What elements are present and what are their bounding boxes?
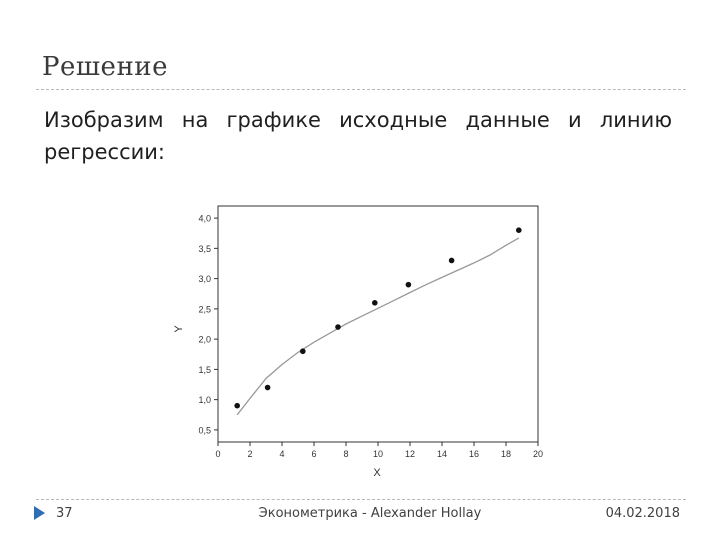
y-tick-label: 2,5 — [198, 304, 211, 315]
slide-title: Решение — [42, 52, 168, 82]
data-point — [335, 324, 341, 330]
y-tick-label: 4,0 — [198, 213, 211, 224]
x-tick-label: 12 — [404, 449, 416, 459]
data-point — [516, 227, 522, 233]
plot-area — [218, 206, 538, 442]
y-axis — [198, 214, 218, 436]
x-axis-label: X — [373, 467, 381, 479]
x-tick-label: 20 — [532, 449, 544, 459]
data-point — [406, 282, 412, 288]
data-point — [300, 348, 306, 354]
y-tick-label: 1,0 — [198, 395, 211, 406]
footer-page-number: 37 — [56, 506, 73, 521]
y-tick-label: 3,0 — [198, 274, 211, 285]
x-tick-label: 14 — [436, 449, 448, 459]
x-tick-label: 16 — [468, 449, 480, 459]
y-tick-label: 3,5 — [198, 243, 211, 254]
x-tick-label: 18 — [500, 449, 512, 459]
x-tick-label: 8 — [343, 449, 349, 459]
footer-date: 04.02.2018 — [605, 506, 680, 521]
y-tick-label: 2,0 — [198, 334, 211, 345]
data-point — [265, 385, 271, 391]
y-tick-label: 1,5 — [198, 364, 211, 375]
title-divider — [36, 89, 686, 90]
data-point — [372, 300, 378, 306]
x-tick-label: 4 — [279, 449, 285, 459]
x-tick-label: 0 — [215, 449, 221, 459]
x-tick-label: 6 — [311, 449, 317, 459]
regression-chart — [164, 196, 544, 482]
y-axis-label: Y — [173, 325, 185, 333]
data-point — [234, 403, 240, 409]
x-tick-label: 2 — [247, 449, 253, 459]
y-tick-label: 0,5 — [198, 425, 211, 436]
x-axis — [215, 442, 543, 459]
triangle-bullet-icon — [34, 506, 45, 520]
slide-body-text: Изобразим на графике исходные данные и линию регрессии: — [44, 108, 672, 164]
data-point — [449, 258, 455, 264]
footer-divider — [36, 499, 686, 500]
footer-course-title: Эконометрика - Alexander Hollay — [258, 506, 482, 521]
x-tick-label: 10 — [372, 449, 384, 459]
